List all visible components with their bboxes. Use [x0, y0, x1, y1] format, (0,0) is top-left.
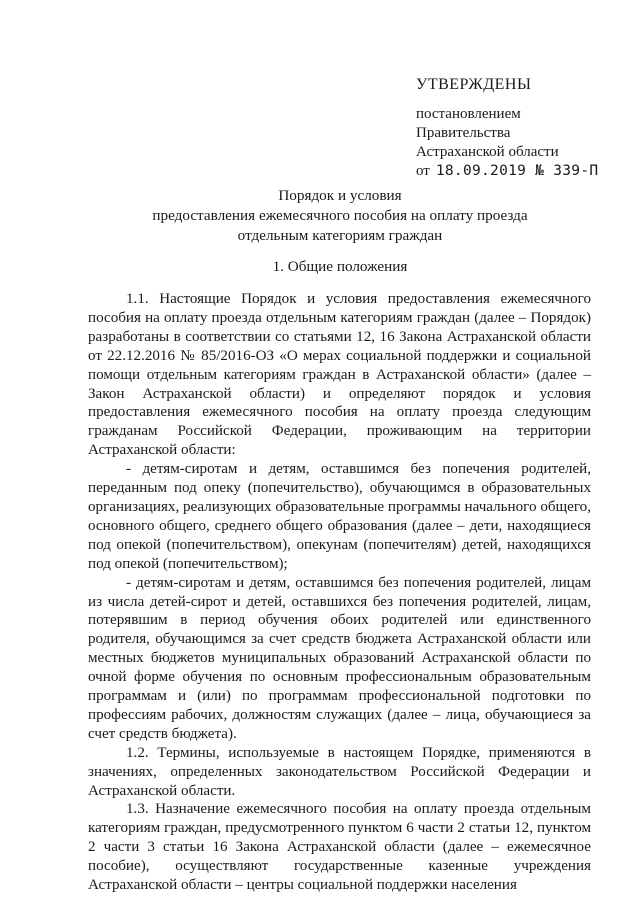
document-title	[100, 186, 580, 246]
paragraph-1-1: 1.1. Настоящие Порядок и условия предоставления ежемесячного пособия на оплату проезда отдельным категориям граждан (далее – Порядок) разработаны в соответствии со статьями 12, 16 Закона Астраханской области от 22.12.2016 № 85/2016-ОЗ «О мерах социальной поддержки и социальной помощи отдельным категориям граждан в Астраханской области» (далее – Закон Астраханской области) и определяют порядок и условия предоставления ежемесячного пособия на оплату проезда следующим гражданам Российской Федерации, проживающим на территории Астраханской области:	[88, 291, 591, 459]
approval-block	[416, 76, 598, 181]
approval-title: УТВЕРЖДЕНЫ	[416, 76, 532, 93]
paragraph-list-item-2: - детям-сиротам и детям, оставшимся без попечения родителей, лицам из числа детей-сирот и детей, оставшихся без попечения родителей, лицам, потерявшим в период обучения обоих родителей или единственного родителя, обучающимся за счет средств бюджета Астраханской области или местных бюджетов муниципальных образований Астраханской области по очной форме обучения по основным профессиональным образовательным программам и (или) по программам профессиональной подготовки по профессиям рабочих, должностям служащих (далее – лица, обучающиеся за счет средств бюджета).	[88, 574, 591, 742]
section-heading: 1. Общие положения	[272, 258, 408, 275]
document-body	[88, 290, 591, 895]
approval-line-1: постановлением	[416, 106, 521, 122]
document-title-line-3: отдельным категориям граждан	[237, 227, 443, 244]
approval-line-2: Правительства	[416, 125, 511, 141]
approval-line-3: Астраханской области	[416, 144, 559, 160]
paragraph-1-2: 1.2. Термины, используемые в настоящем Порядке, применяются в значениях, определенных законодательством Российской Федерации и Астраханской области.	[88, 744, 591, 799]
approval-date-stamp: 18.09.2019 № 339-П	[435, 163, 599, 179]
paragraph-list-item-1: - детям-сиротам и детям, оставшимся без попечения родителей, переданным под опеку (попечительство), обучающимся в образовательных организациях, реализующих образовательные программы начального общего, основного общего, среднего общего образования (далее – дети, находящиеся под опекой (попечительством), опекунам (попечителям) детей, находящихся под опекой (попечительством);	[88, 461, 591, 572]
approval-date-prefix: от	[416, 163, 430, 179]
document-title-line-2: предоставления ежемесячного пособия на оплату проезда	[152, 207, 528, 224]
document-title-line-1: Порядок и условия	[278, 187, 402, 204]
approval-date-line	[416, 162, 598, 181]
paragraph-1-3: 1.3. Назначение ежемесячного пособия на оплату проезда отдельным категориям граждан, предусмотренного пунктом 6 части 2 статьи 12, пунктом 2 части 3 статьи 16 Закона Астраханской области (далее – ежемесячное пособие), осуществляют государственные казенные учреждения Астраханской области – центры социальной поддержки населения	[88, 801, 591, 894]
